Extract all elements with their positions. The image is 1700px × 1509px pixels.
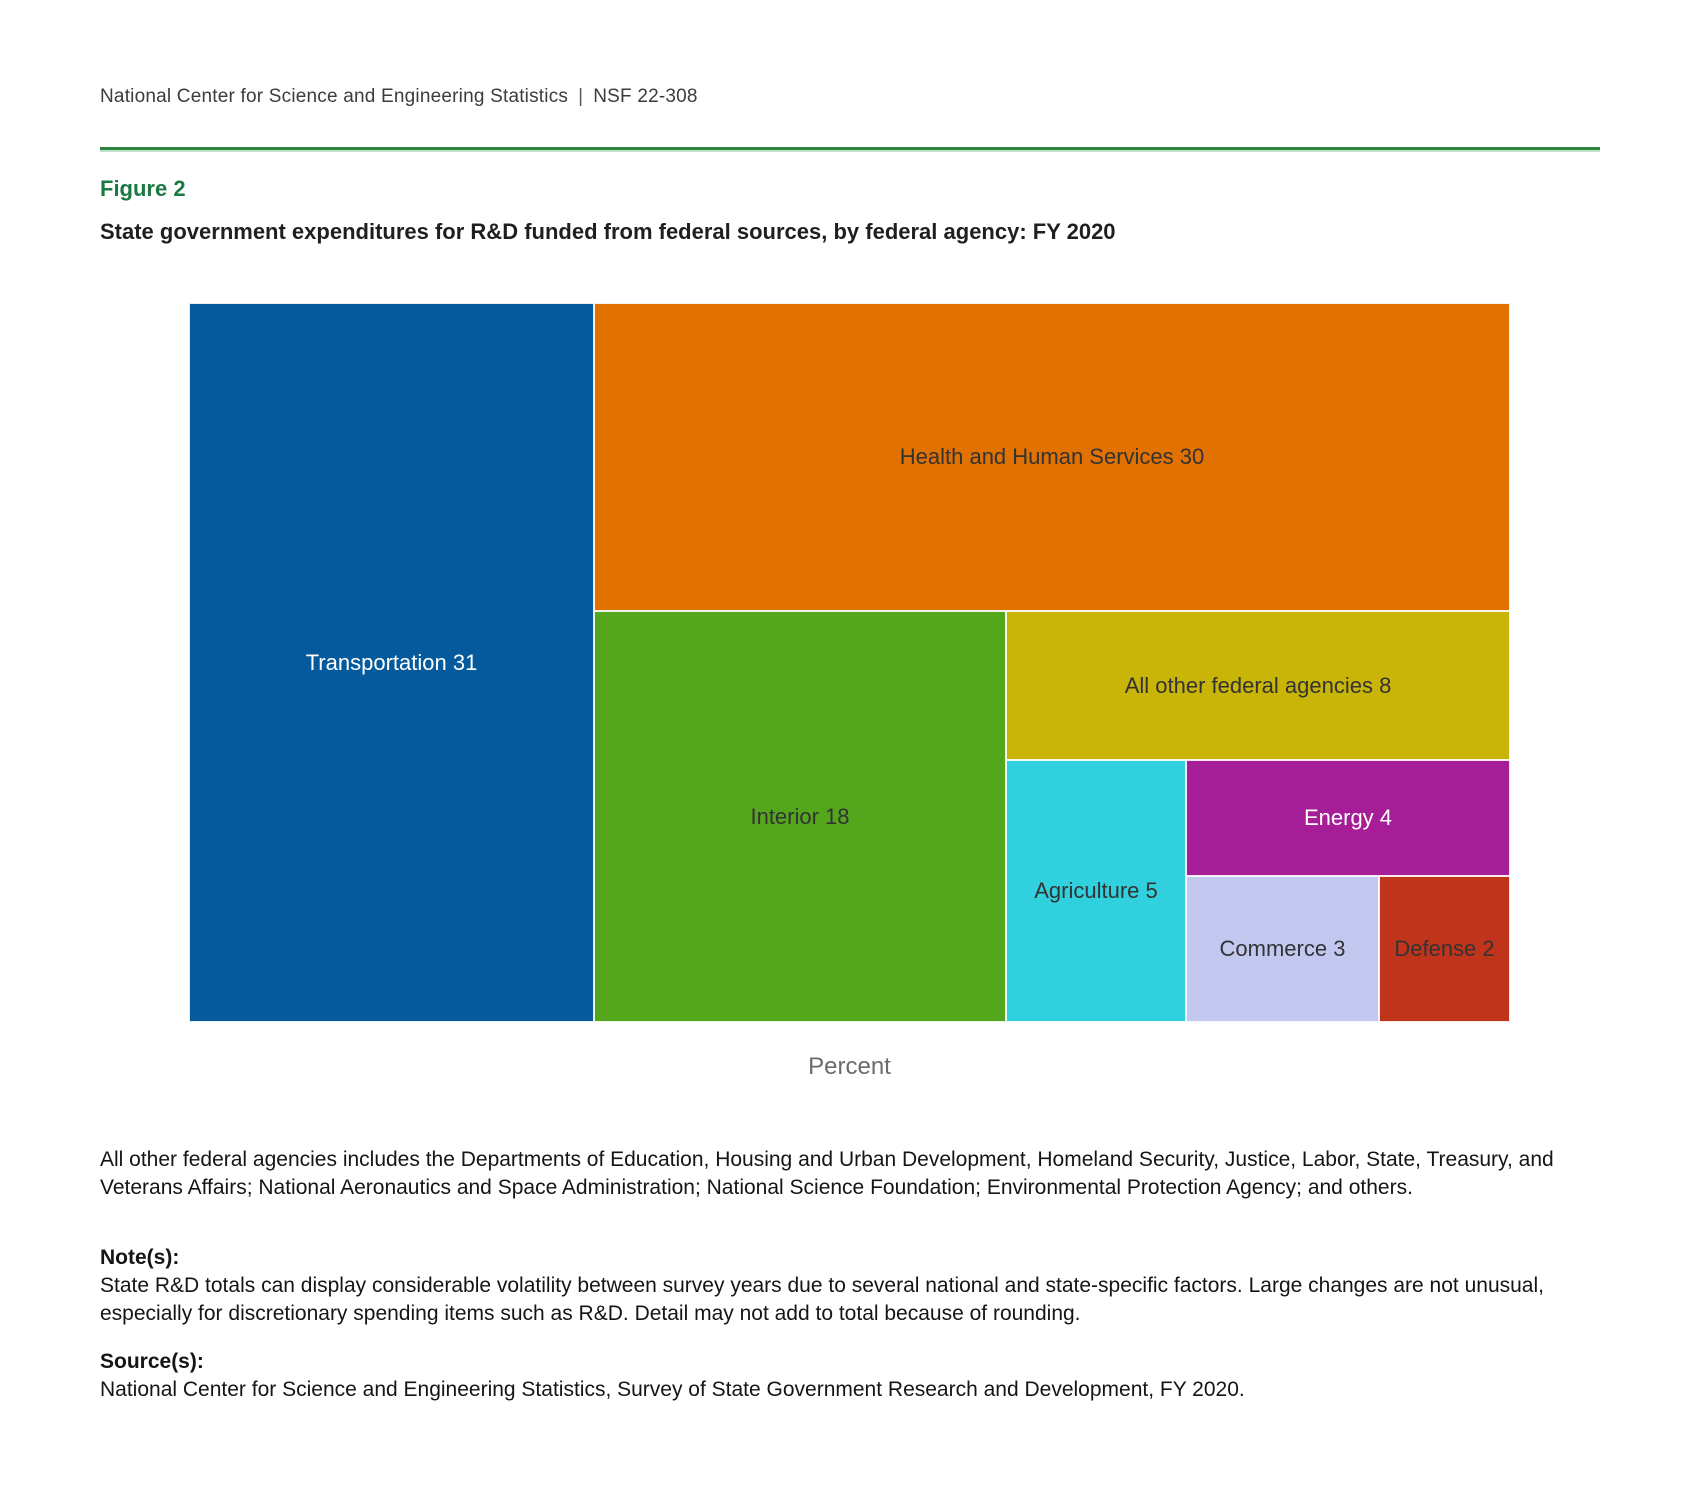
treemap-tile-transportation[interactable] bbox=[189, 303, 594, 1022]
tile-label-agriculture: Agriculture 5 bbox=[1034, 878, 1158, 903]
green-divider-rule bbox=[100, 147, 1600, 152]
source-section bbox=[100, 1348, 1575, 1404]
source-heading: Source(s): bbox=[100, 1350, 204, 1373]
publisher-name: National Center for Science and Engineering Statistics bbox=[100, 86, 569, 107]
treemap-tile-defense[interactable] bbox=[1379, 876, 1510, 1022]
figure-title: State government expenditures for R&D funded from federal sources, by federal agency: FY 2020 bbox=[100, 219, 1116, 244]
header-separator: | bbox=[578, 86, 584, 107]
source-body: National Center for Science and Engineering Statistics, Survey of State Government Research and Development, FY 2020. bbox=[100, 1378, 1245, 1401]
tile-label-transportation: Transportation 31 bbox=[305, 649, 478, 675]
treemap-tile-interior[interactable] bbox=[594, 611, 1006, 1022]
figure-number-label: Figure 2 bbox=[100, 176, 186, 201]
treemap-tile-energy[interactable] bbox=[1186, 760, 1510, 876]
publisher-header bbox=[100, 86, 698, 108]
axis-unit-label: Percent bbox=[808, 1053, 891, 1080]
tile-label-health-and-human-services: Health and Human Services 30 bbox=[899, 444, 1205, 469]
treemap-tile-all-other-federal-agencies[interactable] bbox=[1006, 611, 1510, 760]
tile-label-defense: Defense 2 bbox=[1394, 936, 1495, 961]
notes-heading: Note(s): bbox=[100, 1246, 180, 1269]
treemap-chart bbox=[189, 303, 1510, 1022]
footnote-text: All other federal agencies includes the Departments of Education, Housing and Urban Development, Homeland Security, Justice, Labor, State, Treasury, and Veterans Affairs; National Aeronautics and Space Administration; National Science Foundation; Environmental Protection Agency; and others. bbox=[100, 1148, 1554, 1199]
treemap-tile-health-and-human-services[interactable] bbox=[594, 303, 1510, 611]
treemap-tile-agriculture[interactable] bbox=[1006, 760, 1186, 1022]
tile-label-commerce: Commerce 3 bbox=[1219, 936, 1346, 961]
treemap-tile-commerce[interactable] bbox=[1186, 876, 1379, 1022]
tile-label-interior: Interior 18 bbox=[750, 803, 850, 829]
tile-label-energy: Energy 4 bbox=[1303, 805, 1393, 830]
notes-body: State R&D totals can display considerable volatility between survey years due to several national and state-specific factors. Large changes are not unusual, especially for discretionary spending items such as R&D. Detail may not add to total because of rounding. bbox=[100, 1274, 1544, 1325]
report-number: NSF 22-308 bbox=[593, 86, 698, 107]
notes-section bbox=[100, 1244, 1575, 1328]
tile-label-all-other-federal-agencies: All other federal agencies 8 bbox=[1124, 672, 1392, 698]
